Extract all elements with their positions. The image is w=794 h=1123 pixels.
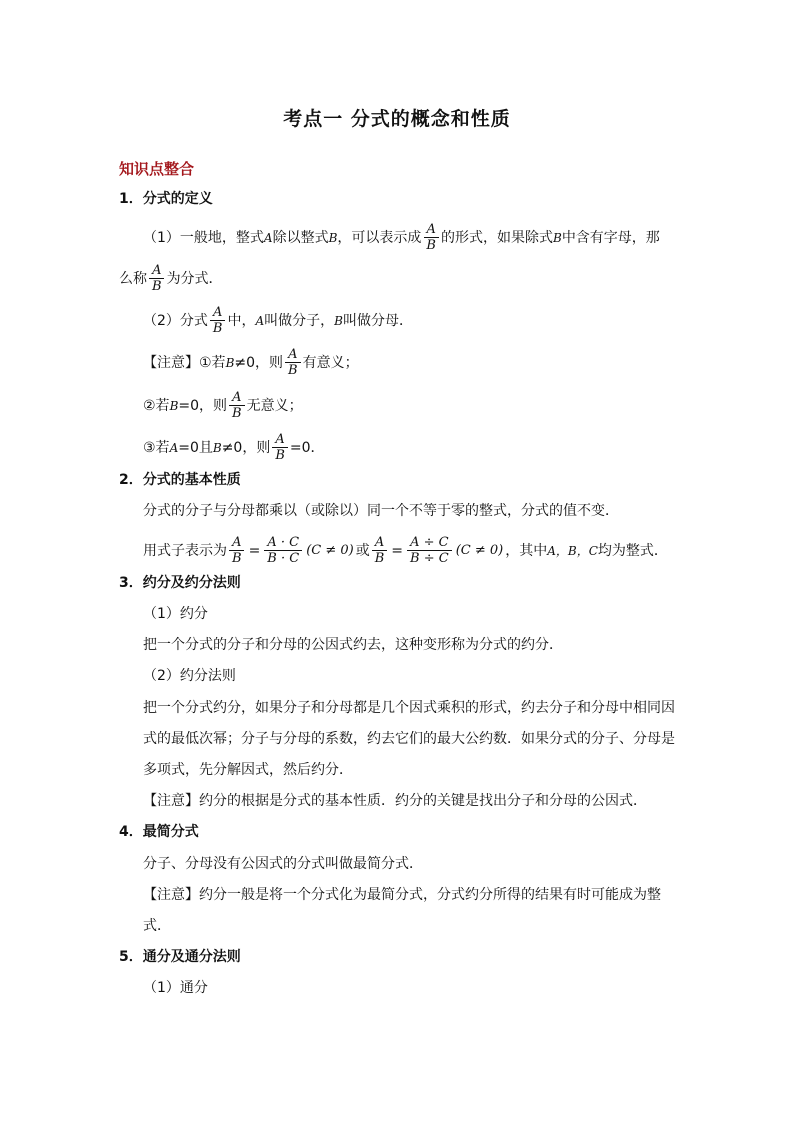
fraction-a-over-b: $\frac{A}{B}$ (149, 263, 165, 294)
reduction-line-1: 把一个分式的分子和分母的公因式约去，这种变形称为分式的约分． (143, 637, 563, 653)
reduction-line-4: 多项式，先分解因式，然后约分． (143, 762, 353, 778)
reduction-sub-2: （2）约分法则 (143, 668, 236, 684)
property-line-1: 分式的分子与分母都乘以（或除以）同一个不等于零的整式，分式的值不变． (143, 503, 619, 519)
fraction-a-over-b: $\frac{A}{B}$ (229, 390, 245, 421)
reduction-line-3: 式的最低次幂；分子与分母的系数，约去它们的最大公约数．如果分式的分子、分母是 (143, 731, 675, 747)
definition-line-1: （1）一般地，整式 A 除以整式 B ，可以表示成 $\frac{A}{B}$ 的形式，如果除式 B 中含有字母，那 (143, 222, 660, 253)
property-formula-line: 用式子表示为 $\frac{A}{B}$ = $\frac{A \cdot C}{B \cdot C}$ (C ≠ 0) 或 $\frac{A}{B}$ = $\frac{A \div C}{B \div C}$ (C ≠ 0) ，其中 A，B，C 均为整式． (143, 535, 668, 566)
reduction-sub-1: （1）约分 (143, 606, 208, 622)
reduction-note: 【注意】约分的根据是分式的基本性质．约分的关键是找出分子和分母的公因式． (143, 793, 647, 809)
fraction-a-over-b: $\frac{A}{B}$ (272, 432, 288, 463)
fraction-a-over-b: $\frac{A}{B}$ (285, 347, 301, 378)
heading-simplest-fraction: 4．最简分式 (119, 824, 199, 840)
fraction-a-over-b: $\frac{A}{B}$ (423, 222, 439, 253)
note-line-1: 【注意】①若 B ≠0，则 $\frac{A}{B}$ 有意义； (143, 347, 359, 378)
reduction-line-2: 把一个分式约分，如果分子和分母都是几个因式乘积的形式，约去分子和分母中相同因 (143, 700, 675, 716)
common-denominator-sub-1: （1）通分 (143, 980, 208, 996)
heading-reduction: 3．约分及约分法则 (119, 575, 241, 591)
heading-common-denominator: 5．通分及通分法则 (119, 949, 241, 965)
page-title: 考点一 分式的概念和性质 (283, 108, 511, 130)
section-subhead: 知识点整合 (119, 160, 195, 178)
simplest-line-1: 分子、分母没有公因式的分式叫做最简分式． (143, 856, 423, 872)
fraction-multiply-c: $\frac{A \cdot C}{B \cdot C}$ (264, 535, 302, 566)
simplest-note-1: 【注意】约分一般是将一个分式化为最简分式，分式约分所得的结果有时可能成为整 (143, 887, 661, 903)
fraction-divide-c: $\frac{A \div C}{B \div C}$ (407, 535, 452, 566)
fraction-a-over-b: $\frac{A}{B}$ (372, 535, 388, 566)
heading-basic-property: 2．分式的基本性质 (119, 472, 241, 488)
simplest-note-2: 式． (143, 918, 171, 934)
fraction-a-over-b: $\frac{A}{B}$ (229, 535, 245, 566)
note-line-3: ③若 A =0且 B ≠0，则 $\frac{A}{B}$ =0． (143, 432, 325, 463)
note-line-2: ②若 B =0，则 $\frac{A}{B}$ 无意义； (143, 390, 303, 421)
definition-line-2: 么称 $\frac{A}{B}$ 为分式． (119, 263, 223, 294)
heading-definition: 1．分式的定义 (119, 191, 213, 207)
fraction-a-over-b: $\frac{A}{B}$ (210, 305, 226, 336)
definition-line-3: （2）分式 $\frac{A}{B}$ 中， A 叫做分子， B 叫做分母． (143, 305, 413, 336)
